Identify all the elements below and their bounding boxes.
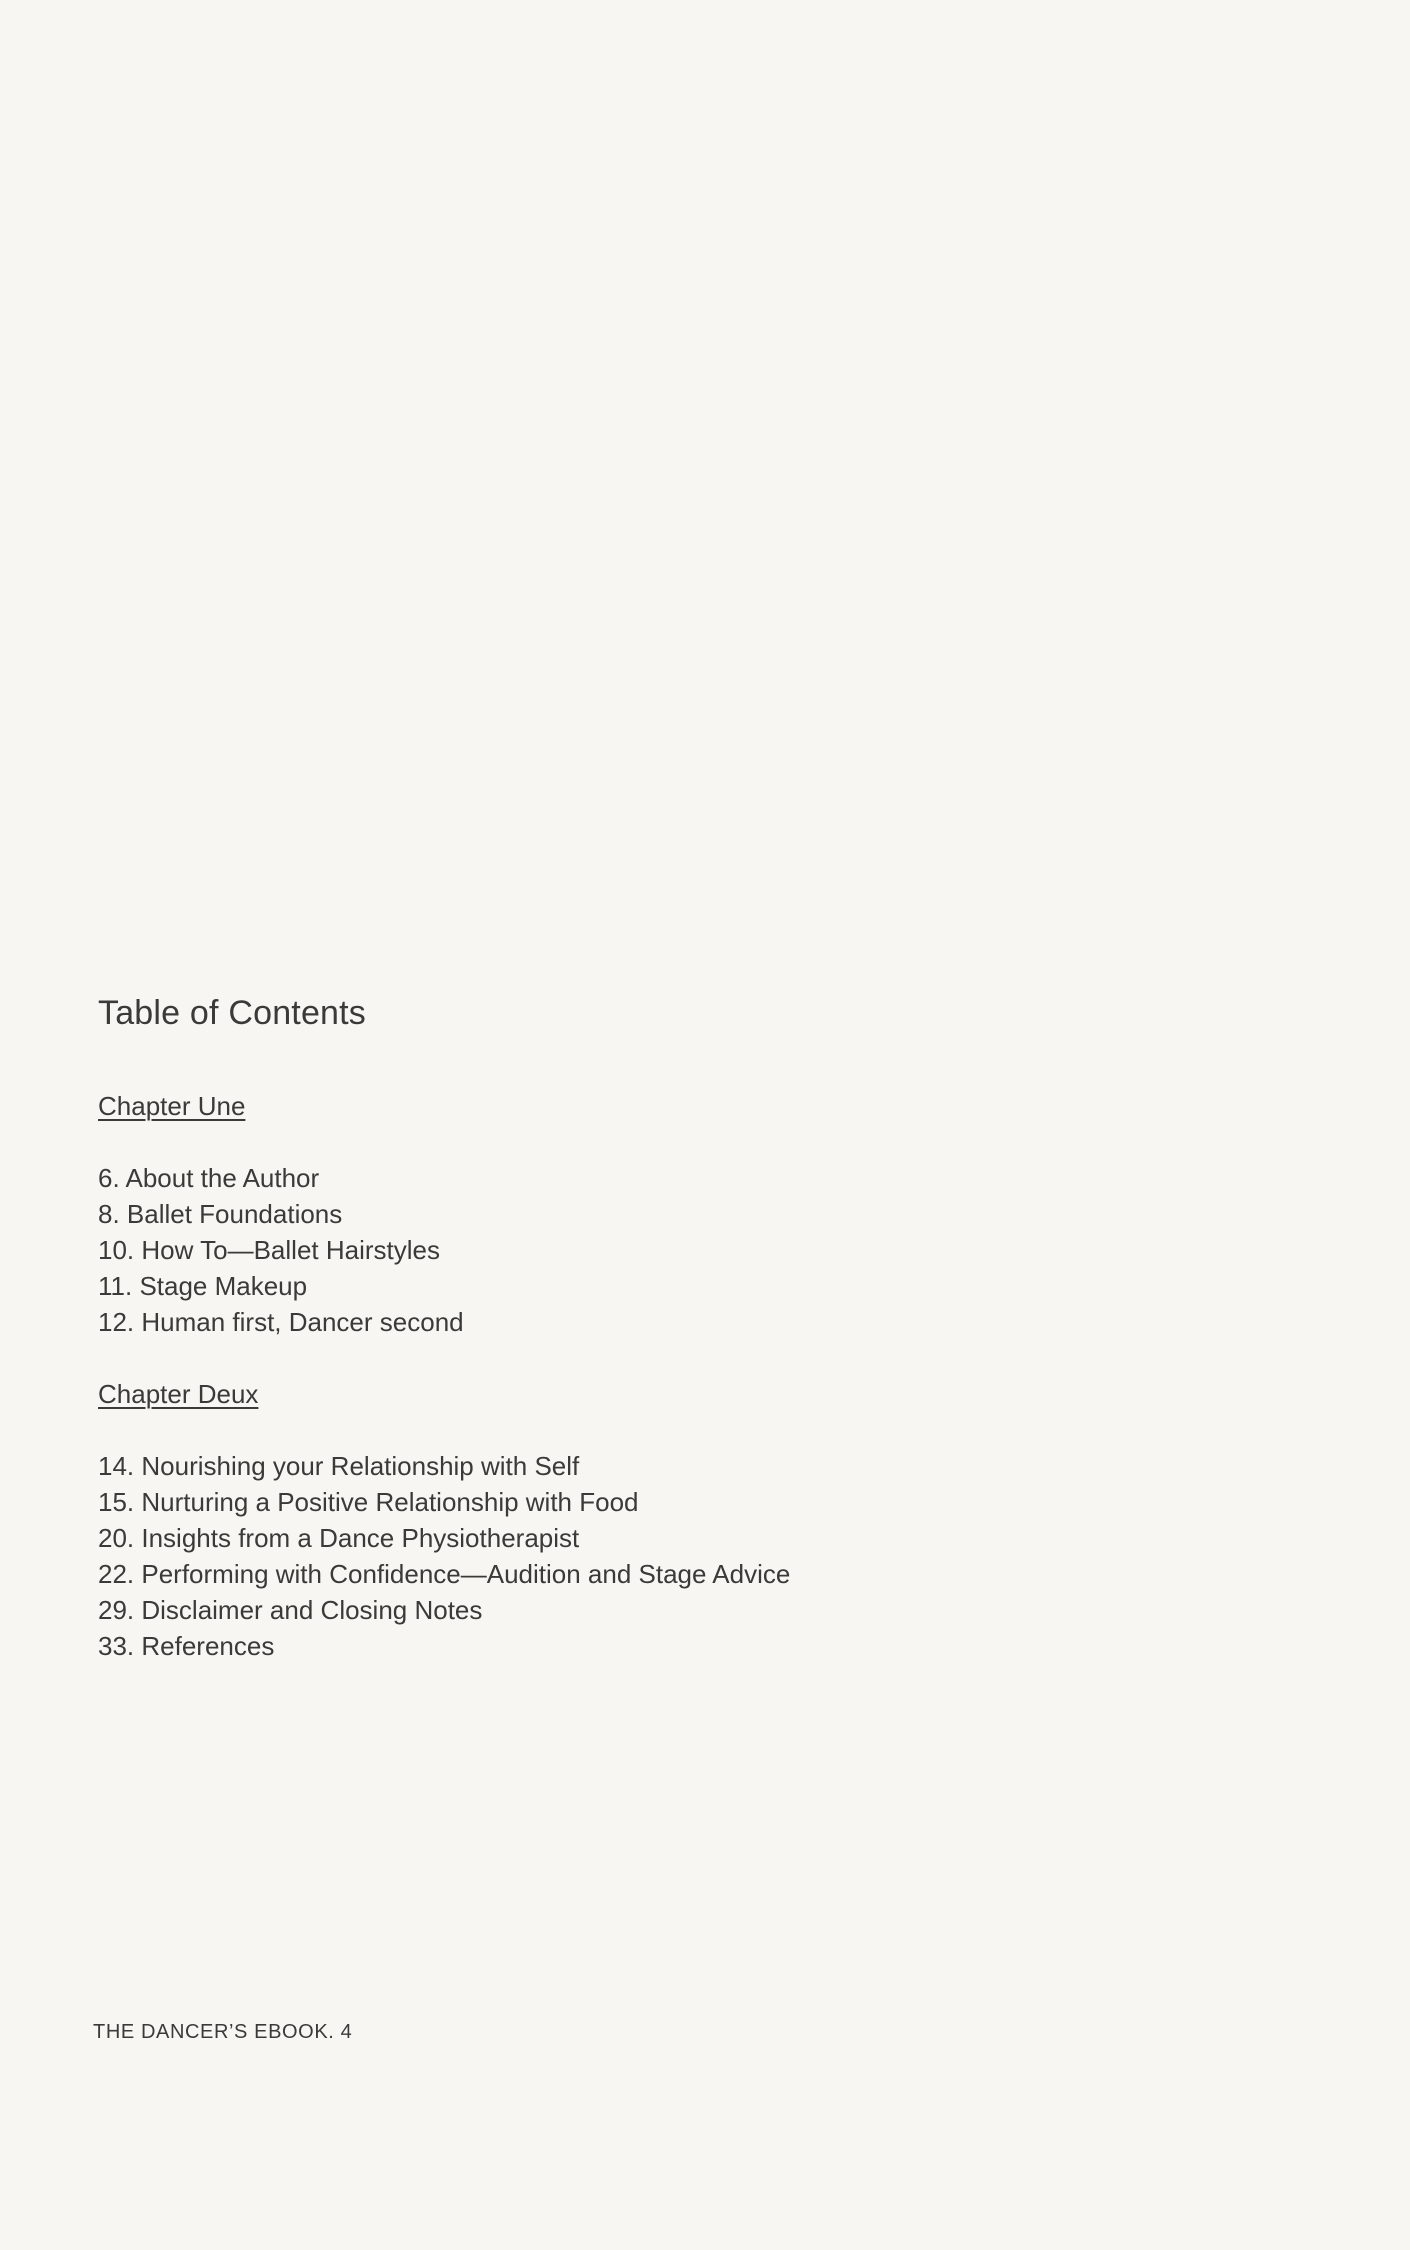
chapter-deux-entries xyxy=(98,1448,1298,1664)
toc-entry[interactable]: 20. Insights from a Dance Physiotherapist xyxy=(98,1523,580,1553)
toc-entry[interactable]: 22. Performing with Confidence—Audition and Stage Advice xyxy=(98,1559,791,1589)
toc-entry[interactable]: 11. Stage Makeup xyxy=(98,1271,308,1301)
toc-entry[interactable]: 6. About the Author xyxy=(98,1163,320,1193)
table-of-contents xyxy=(98,988,1298,1664)
toc-entry[interactable]: 29. Disclaimer and Closing Notes xyxy=(98,1595,483,1625)
toc-entry[interactable]: 8. Ballet Foundations xyxy=(98,1199,343,1229)
toc-entry[interactable]: 14. Nourishing your Relationship with Self xyxy=(98,1451,580,1481)
page-title: Table of Contents xyxy=(98,994,367,1032)
chapter-heading-une[interactable]: Chapter Une xyxy=(98,1091,246,1121)
chapter-heading-deux[interactable]: Chapter Deux xyxy=(98,1379,259,1409)
page-footer: THE DANCER’S EBOOK. 4 xyxy=(93,2021,353,2043)
chapter-une-entries xyxy=(98,1160,1298,1340)
toc-entry[interactable]: 15. Nurturing a Positive Relationship with Food xyxy=(98,1487,639,1517)
toc-entry[interactable]: 33. References xyxy=(98,1631,275,1661)
toc-entry[interactable]: 10. How To—Ballet Hairstyles xyxy=(98,1235,440,1265)
toc-entry[interactable]: 12. Human first, Dancer second xyxy=(98,1307,464,1337)
